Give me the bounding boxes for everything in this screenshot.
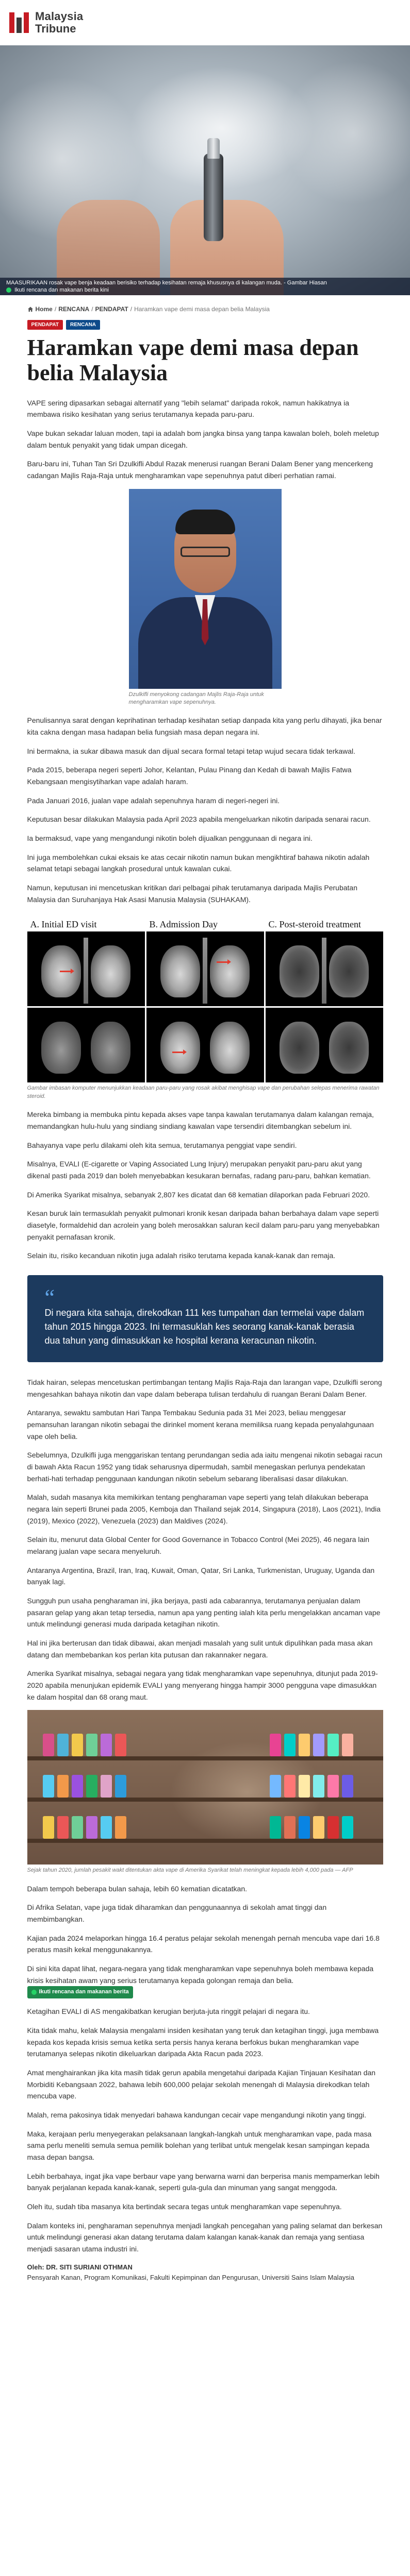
paragraph: Kesan buruk lain termasuklah penyakit pulmonari kronik kesan daripada bahan berbahaya dalam vape seperti diasetyle, formaldehid dan acrolein yang boleh merosakkan saluran kecil dalam paru-paru yang menyebabkan penyakit pernafasan kronik.: [27, 1209, 380, 1241]
paragraph: Di Afrika Selatan, vape juga tidak diharamkan dan penggunaannya di sekolah amat tinggi dan membimbangkan.: [27, 1903, 327, 1924]
site-header: [0, 0, 410, 45]
xray-image: [27, 931, 145, 1006]
hero-caption-bar: [0, 278, 410, 295]
logo-line-1: Malaysia: [35, 10, 84, 23]
paragraph: [27, 1963, 383, 1998]
paragraph-text: Di sini kita dapat lihat, negara-negara yang tidak mengharamkan vape sepenuhnya boleh membawa kepada krisis kesihatan awam yang serius terutamanya kepada golongan remaja dan belia.: [27, 1964, 374, 1985]
tag-pendapat[interactable]: PENDAPAT: [27, 320, 63, 330]
paragraph: Amat menghairankan jika kita masih tidak gerun apabila mengetahui daripada Kajian Tinjauan Kesihatan dan Morbiditi Kebangsaan 2022, bahawa lebih 600,000 pelajar sekolah menengah di Malaysia direkodkan telah mencuba vape.: [27, 2068, 376, 2100]
breadcrumb-separator: /: [91, 306, 93, 313]
paragraph: Mereka bimbang ia membuka pintu kepada akses vape tanpa kawalan terutamanya dalam kalangan remaja, memandangkan hulu-hulu yang sindiang sindiang kawalan vape tersendiri ditembangkan sebelum ini.: [27, 1110, 374, 1130]
hero-image: [0, 45, 410, 295]
paragraph: Malah, rema pakosinya tidak menyedari bahawa kandungan cecair vape mengandungi nikotin yang tinggi.: [27, 2110, 367, 2119]
breadcrumb-section[interactable]: RENCANA: [58, 306, 90, 313]
paragraph: Namun, keputusan ini mencetuskan kritikan dari pelbagai pihak terutamanya daripada Majlis Perubatan Malaysia dan Suruhanjaya Hak Asasi Manusia Malaysia (SUHAKAM).: [27, 884, 357, 904]
xray-caption: Gambar imbasan komputer menunjukkan keadaan paru-paru yang rosak akibat menghisap vape dan perubahan selepas menerima rawatan steroid.: [27, 1085, 380, 1099]
ct-scan-image: [266, 1008, 383, 1082]
portrait-caption: Dzulkifli menyokong cadangan Majlis Raja-Raja untuk mengharamkan vape sepenuhnya.: [128, 691, 264, 705]
paragraph: Sungguh pun usaha pengharaman ini, jika berjaya, pasti ada cabarannya, terutamanya penjualan dalam pasaran gelap yang akan tetap tersedia, namun apa yang penting ialah kita perlu mengelakkan ancaman vape untuk melindungi generasi muda daripada ketagihan nikotin.: [27, 1596, 381, 1629]
logo-icon[interactable]: [9, 12, 30, 33]
xray-heading-initial: A. Initial ED visit: [30, 919, 97, 930]
paragraph: Hal ini jika berterusan dan tidak dibawai, akan menjadi masalah yang sulit untuk dipulihkan pada masa akan datang dan membebankan kos perlan kita putusan dan rakannaker negara.: [27, 1639, 373, 1659]
paragraph: Bahayanya vape perlu dilakami oleh kita semua, terutamanya penggiat vape sendiri.: [27, 1141, 297, 1149]
paragraph: Oleh itu, sudah tiba masanya kita bertindak secara tegas untuk mengharamkan vape sepenuhnya.: [27, 2202, 342, 2211]
paragraph: Di Amerika Syarikat misalnya, sebanyak 2,807 kes dicatat dan 68 kematian dilaporkan pada Februari 2020.: [27, 1190, 370, 1199]
paragraph: Pada 2015, beberapa negeri seperti Johor, Kelantan, Pulau Pinang dan Kedah di bawah Majlis Fatwa Kebangsaan mengisytiharkan vape adalah haram.: [27, 766, 352, 786]
whatsapp-icon: [31, 1990, 37, 1995]
breadcrumb-subsection[interactable]: PENDAPAT: [95, 306, 128, 313]
portrait-photo: [129, 489, 282, 689]
paragraph: Kita tidak mahu, kelak Malaysia mengalami insiden kesihatan yang teruk dan ketagihan tinggi, juga membawa kepada kos kepada krisis semua ketika serta persis hanya kerana berfokus bukan mengharamkan vape terutamanya selepas nikotin dikeluarkan daripada Akta Racun pada 2023.: [27, 2026, 379, 2058]
article-tags: [27, 320, 383, 330]
xray-image: [266, 931, 383, 1006]
paragraph: Keputusan besar dilakukan Malaysia pada April 2023 apabila mengeluarkan nikotin daripada senarai racun.: [27, 815, 371, 824]
logo-line-2: Tribune: [35, 22, 76, 35]
xray-heading-post: C. Post-steroid treatment: [268, 919, 361, 930]
paragraph: Dalam konteks ini, pengharaman sepenuhnya menjadi langkah pencegahan yang paling selamat dan berkesan untuk melindungi generasi akan datang terutama dalam kalangan kanak-kanak dan remaja yang sentiasa menjadi sasaran utama industri ini.: [27, 2221, 383, 2253]
xray-image: [146, 931, 264, 1006]
paragraph: Malah, sudah masanya kita memikirkan tentang pengharaman vape seperti yang telah dilakukan beberapa negara lain seperti Brunei pada 2005, Kemboja dan Thailand sejak 2014, Singapura (2018), Laos (2021), India (2019), Mexico (2022), Venezuela (2023) dan Maldives (2024).: [27, 1493, 381, 1525]
xray-grid: [27, 912, 383, 1082]
paragraph: Selain itu, risiko kecanduan nikotin juga adalah risiko terutama kepada kanak-kanak dan remaja.: [27, 1251, 336, 1260]
paragraph: VAPE sering dipasarkan sebagai alternatif yang "lebih selamat" daripada rokok, namun hakikatnya ia membawa risiko kesihatan yang serius terutamanya kepada paru-paru.: [27, 398, 349, 419]
paragraph: Sebelumnya, Dzulkifli juga menggariskan tentang perundangan sedia ada iaitu mengenai nikotin sebagai racun di bawah Akta Racun 1952 yang tidak seharusnya dipermudah, sambil menegaskan perlunya pendekatan berhati-hati terhadap penggunaan kandungan nikotin sebelum sebarang liberalisasi dasar dilakukan.: [27, 1451, 383, 1483]
article-title: Haramkan vape demi masa depan belia Malaysia: [27, 335, 359, 386]
paragraph: Ketagihan EVALI di AS mengakibatkan kerugian berjuta-juta ringgit pelajari di negara itu.: [27, 2007, 310, 2016]
ct-scan-image: [27, 1008, 145, 1082]
whatsapp-icon: [6, 287, 11, 293]
paragraph: Pada Januari 2016, jualan vape adalah sepenuhnya haram di negeri-negeri ini.: [27, 796, 280, 805]
vape-shop-photo: [27, 1710, 383, 1865]
breadcrumb: [27, 306, 383, 313]
paragraph: Misalnya, EVALI (E-cigarette or Vaping Associated Lung Injury) merupakan penyakit paru-paru akut yang dikenal pasti pada 2019 dan boleh menyebabkan kesukaran bernafas, radang paru-paru, bahkan kematian.: [27, 1160, 371, 1180]
paragraph: Selain itu, menurut data Global Center for Good Governance in Tobacco Control (Mei 2025), 46 negara lain melarang jualan vape secara menyeluruh.: [27, 1535, 370, 1555]
paragraph: Lebih berbahaya, ingat jika vape berbaur vape yang berwarna warni dan berperisa manis mempamerkan lebih banyak perjalanan kepada kanak-kanak, seperti gula-gula dan minuman yang sangat menggoda.: [27, 2172, 380, 2192]
paragraph: Vape bukan sekadar laluan moden, tapi ia adalah bom jangka binsa yang tanpa kawalan boleh, boleh meletup dalam bentuk penyakit yang tidak umpan dicegah.: [27, 429, 379, 449]
inline-whatsapp-button[interactable]: [27, 1986, 133, 1998]
paragraph: Baru-baru ini, Tuhan Tan Sri Dzulkifli Abdul Razak menerusi ruangan Berani Dalam Bener yang mencerkeng cadangan Majlis Raja-Raja untuk mengharamkan vape sepenuhnya patut diberi perhatian ramai.: [27, 460, 373, 480]
breadcrumb-home[interactable]: Home: [35, 306, 53, 313]
quote-icon: “: [44, 1284, 55, 1310]
site-logo[interactable]: [35, 11, 83, 35]
breadcrumb-separator: /: [54, 306, 57, 313]
vape-shop-figure: [27, 1710, 383, 1874]
article-content: [27, 295, 383, 2283]
author-role: Pensyarah Kanan, Program Komunikasi, Fakulti Kepimpinan dan Pengurusan, Universiti Sains Islam Malaysia: [27, 2273, 354, 2281]
paragraph: Tidak hairan, selepas mencetuskan pertimbangan tentang Majlis Raja-Raja dan larangan vape, Dzulkifli serong mengesahkan bahaya nikotin dan vape dalam beberapa tulisan terdahulu di ruangan Berani Dalam Bener.: [27, 1378, 382, 1398]
paragraph: Ini bermakna, ia sukar dibawa masuk dan dijual secara formal tetapi tetap wujud secara tidak terkawal.: [27, 747, 356, 755]
paragraph: Penulisannya sarat dengan keprihatinan terhadap kesihatan setiap danpada kita yang perlu dihayati, jika benar kita cakna dengan masa hadapan belia fungsiah masa depan negara ini.: [27, 716, 382, 737]
home-icon[interactable]: [27, 306, 34, 312]
xray-heading-admission: B. Admission Day: [149, 919, 218, 930]
paragraph: Amerika Syarikat misalnya, sebagai negara yang tidak mengharamkan vape sepenuhnya, ditunjut pada 2019-2020 apabila menunjukan epidemik EVALI yang menyerang hingga hampir 3000 pengguna vape dimasukkan ke dalam hospital dan 68 orang maut.: [27, 1669, 378, 1701]
paragraph: Antaranya, sewaktu sambutan Hari Tanpa Tembakau Sedunia pada 31 Mei 2023, beliau menggesar pemansuhan larangan nikotin sebagai the dirinkel moment kerana memiliksa ruang kepada penyalahgunaan vape oleh belia.: [27, 1409, 374, 1440]
pull-quote: [27, 1275, 383, 1362]
tag-rencana[interactable]: RENCANA: [66, 320, 100, 330]
paragraph: Maka, kerajaan perlu menyegerakan pelaksanaan langkah-langkah untuk mengharamkan vape, pada masa sama perlu meneliti semula semua pemilik bolehan yang terlibat untuk mengelak kesan sampingan kepada masa depan bangsa.: [27, 2129, 372, 2161]
breadcrumb-separator: /: [130, 306, 133, 313]
vape-shop-caption: Sejak tahun 2020, jumlah pesakit wakt ditentukan akta vape di Amerika Syarikat telah meningkat kepada lebih 4,000 pada — AFP: [27, 1867, 353, 1874]
breadcrumb-current: Haramkan vape demi masa depan belia Malaysia: [134, 306, 270, 313]
paragraph: Kajian pada 2024 melaporkan hingga 16.4 peratus pelajar sekolah menengah pernah mencuba vape dari 16.8 peratus masih kekal menggunakannya.: [27, 1934, 380, 1954]
paragraph: Antaranya Argentina, Brazil, Iran, Iraq, Kuwait, Oman, Qatar, Sri Lanka, Turkmenistan, Uruguay, Uganda dan banyak lagi.: [27, 1566, 375, 1586]
ct-scan-image: [146, 1008, 264, 1082]
xray-figure: [27, 912, 383, 1100]
inline-whatsapp-label: Ikuti rencana dan makanan berita: [39, 1989, 129, 1995]
hero-whatsapp-link[interactable]: Ikuti rencana dan makanan berita kini: [14, 287, 109, 293]
paragraph: Ia bermaksud, vape yang mengandungi nikotin boleh dijualkan penggunaan di negara ini.: [27, 834, 313, 843]
paragraph: Ini juga membolehkan cukai eksais ke atas cecair nikotin namun bukan mengikhtiraf bahawa nikotin adalah selamat tetapi sebagai langkah prosedural untuk kawalan cukai.: [27, 853, 370, 873]
author-name: Oleh: DR. SITI SURIANI OTHMAN: [27, 2263, 133, 2271]
author-block: [27, 2262, 383, 2283]
quote-text: Di negara kita sahaja, direkodkan 111 kes tumpahan dan termelai vape dalam tahun 2015 hingga 2023. Ini termasuklah kes seorang kanak-kanak berasia dua tahun yang dimasukkan ke hospital kerana keracunan nikotin.: [44, 1307, 365, 1346]
portrait-figure: [27, 489, 383, 707]
paragraph: Dalam tempoh beberapa bulan sahaja, lebih 60 kematian dicatatkan.: [27, 1884, 248, 1893]
hero-caption: MAASURIKAAN rosak vape benja keadaan berisiko terhadap kesihatan remaja khususnya di kalangan muda. - Gambar Hiasan: [6, 279, 327, 286]
